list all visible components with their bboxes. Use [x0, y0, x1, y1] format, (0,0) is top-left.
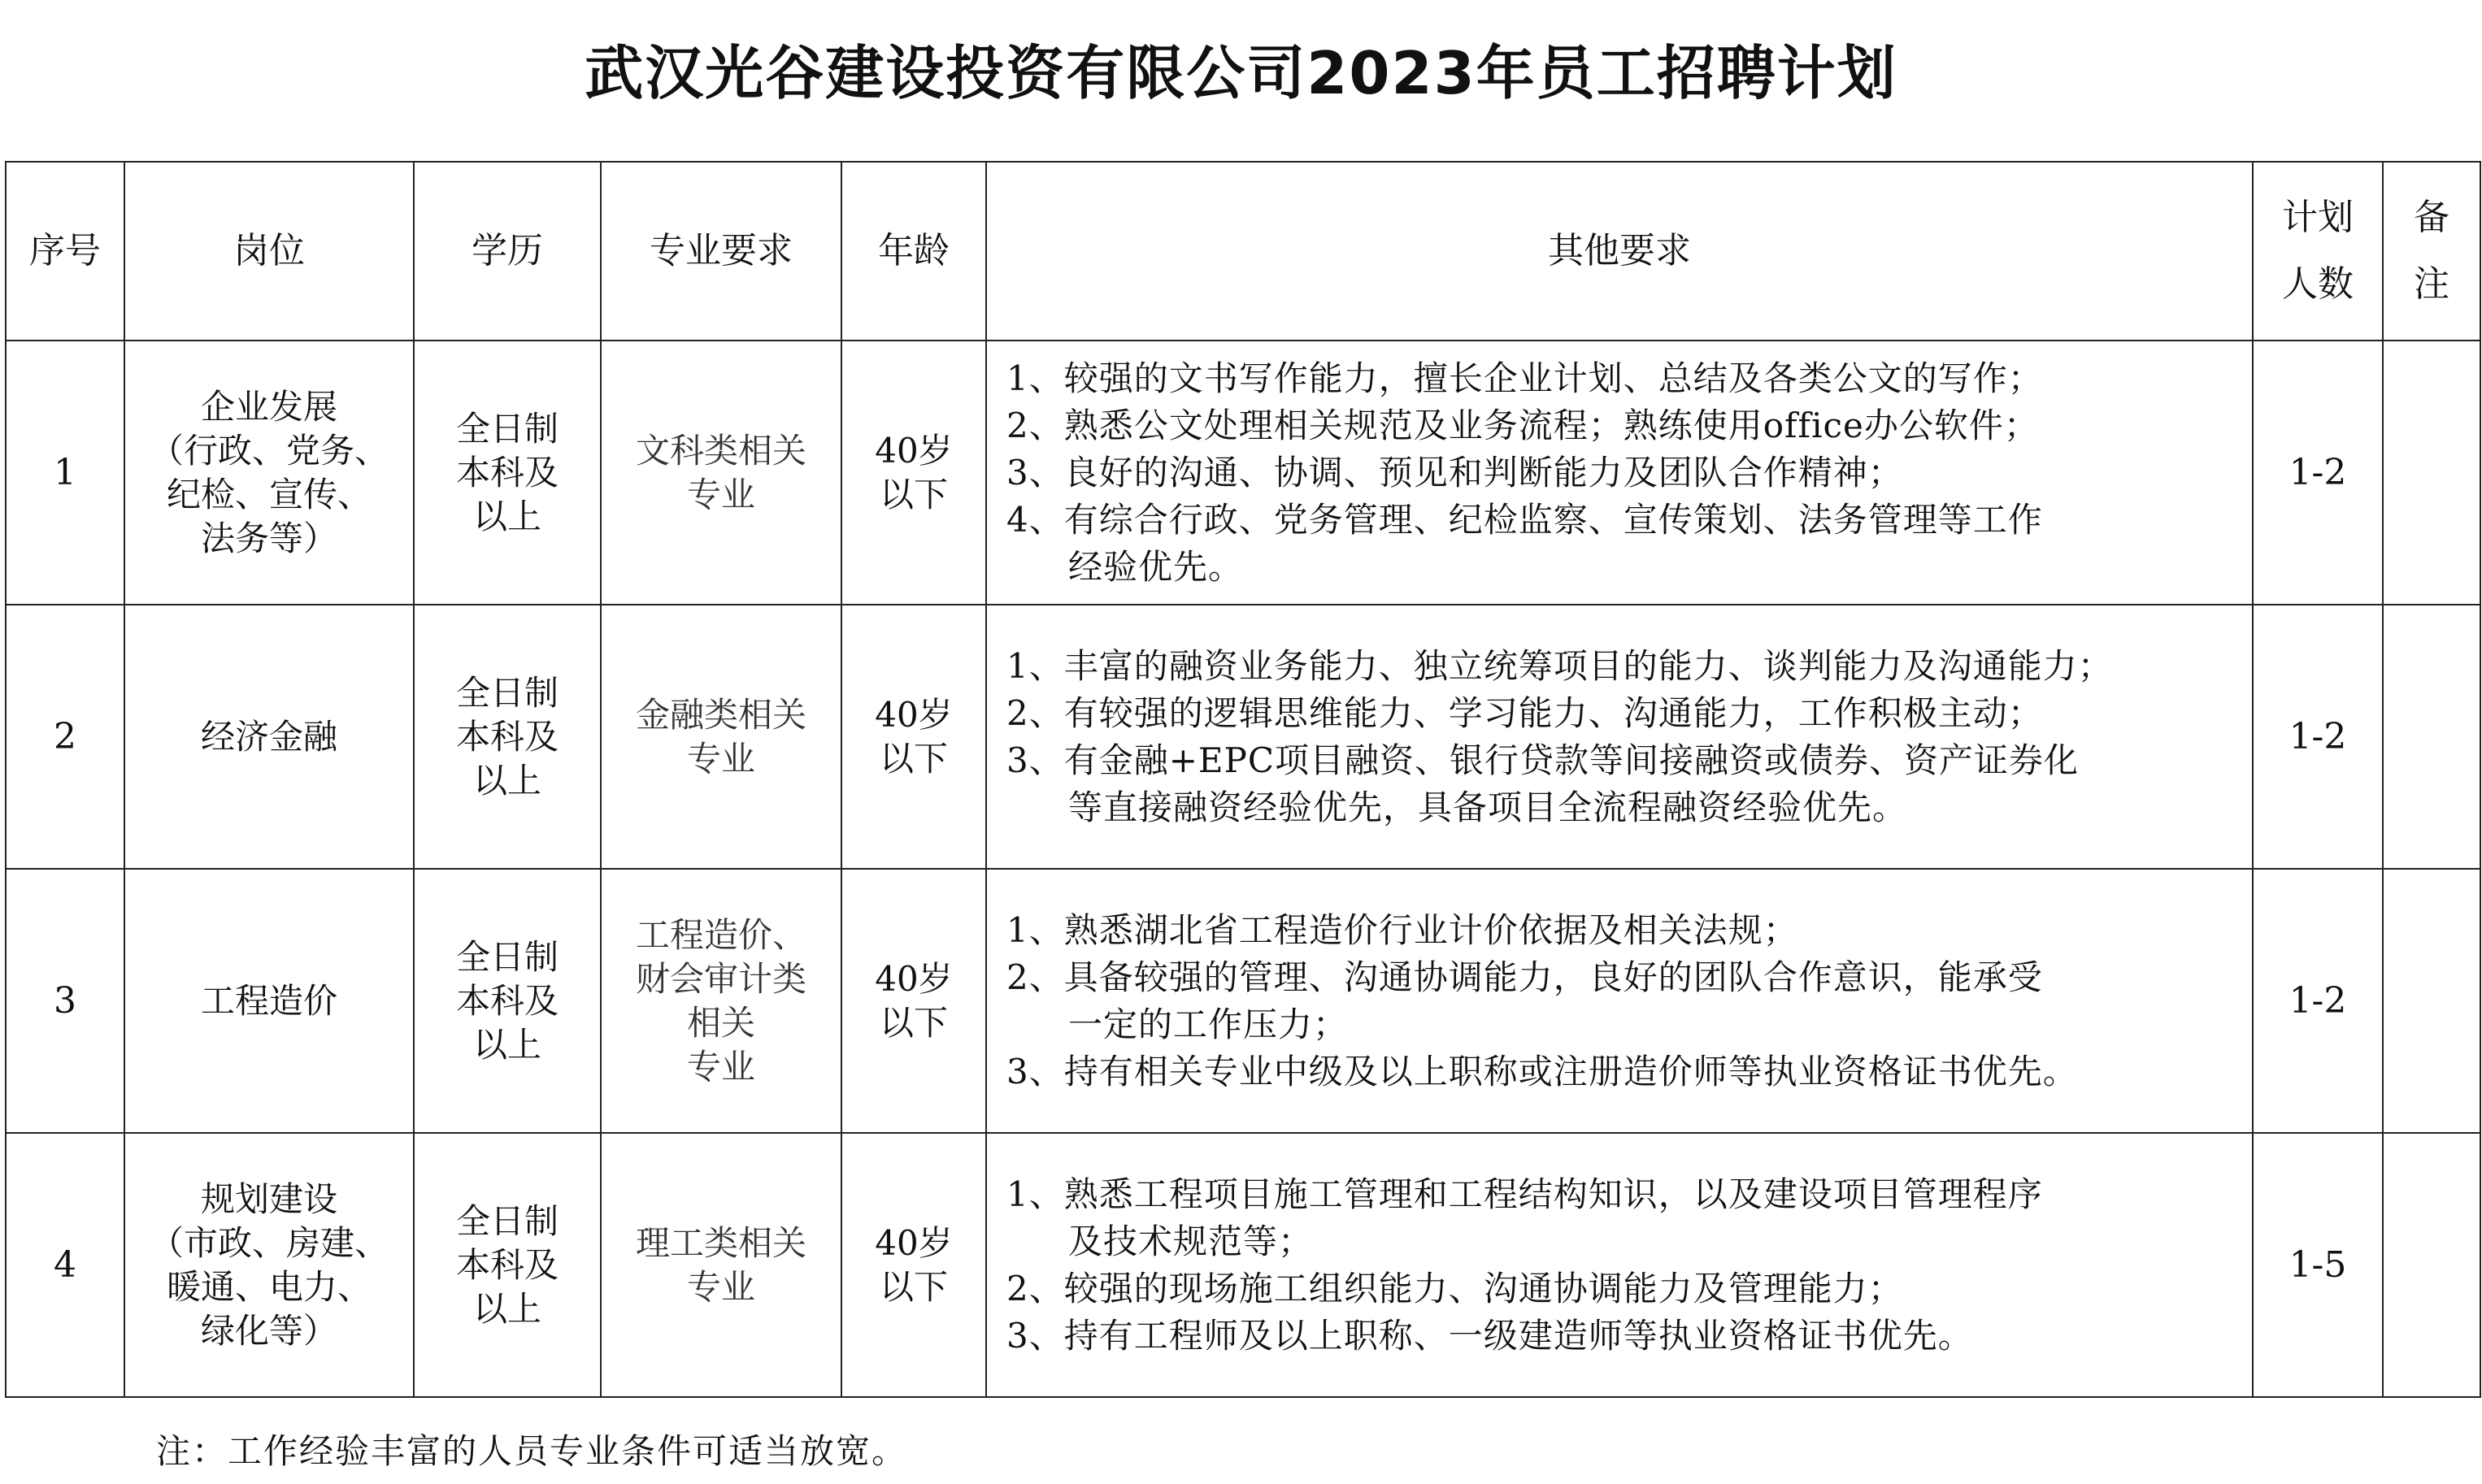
requirement-line: 1、丰富的融资业务能力、独立统筹项目的能力、谈判能力及沟通能力；: [1006, 645, 2113, 686]
age-line: 以下: [879, 738, 948, 779]
education-line: 本科及: [455, 1244, 559, 1285]
cell-post: [124, 605, 414, 869]
requirement-line: 1、较强的文书写作能力，擅长企业计划、总结及各类公文的写作；: [1006, 358, 2043, 398]
post-line: 经济金融: [200, 716, 337, 757]
cell-education: [414, 341, 601, 605]
major-line: 工程造价、: [635, 914, 806, 955]
post-line: （市政、房建、: [149, 1222, 389, 1263]
major-line: 专业: [686, 1266, 755, 1307]
education-line: 以上: [472, 760, 541, 801]
cell-count: 1-2: [2253, 869, 2383, 1133]
header-seq: 序号: [6, 162, 124, 341]
requirement-line: 经验优先。: [1068, 546, 1244, 587]
post-line: 法务等）: [200, 518, 337, 558]
header-count-line: 人数: [2282, 263, 2354, 305]
header-post: 岗位: [124, 162, 414, 341]
cell-count: 1-2: [2253, 341, 2383, 605]
education-line: 以上: [472, 1288, 541, 1329]
major-line: 理工类相关: [635, 1222, 806, 1263]
cell-age: [841, 341, 986, 605]
education-line: 本科及: [455, 452, 559, 492]
education-line: 全日制: [455, 936, 559, 977]
cell-post: [124, 1133, 414, 1397]
education-line: 全日制: [455, 672, 559, 713]
header-major: 专业要求: [601, 162, 841, 341]
major-line: 财会审计类: [635, 958, 806, 999]
education-line: 以上: [472, 496, 541, 536]
requirement-line: 2、较强的现场施工组织能力、沟通协调能力及管理能力；: [1006, 1268, 1903, 1308]
post-line: 暖通、电力、: [166, 1266, 372, 1307]
post-line: 工程造价: [200, 980, 337, 1021]
header-count: [2253, 162, 2383, 341]
education-line: 本科及: [455, 980, 559, 1021]
cell-count: 1-2: [2253, 605, 2383, 869]
requirement-line: 3、有金融+EPC项目融资、银行贷款等间接融资或债券、资产证券化: [1006, 740, 2079, 780]
cell-education: [414, 1133, 601, 1397]
cell-remark: [2383, 605, 2480, 869]
age-line: 以下: [879, 474, 948, 514]
cell-education: [414, 869, 601, 1133]
cell-count: 1-5: [2253, 1133, 2383, 1397]
requirement-line: 2、有较强的逻辑思维能力、学习能力、沟通能力，工作积极主动；: [1006, 692, 2043, 733]
major-line: 专业: [686, 1046, 755, 1087]
table-row: [6, 869, 2480, 1133]
major-line: 专业: [686, 738, 755, 779]
education-line: 全日制: [455, 1200, 559, 1241]
cell-seq: 3: [6, 869, 124, 1133]
cell-major: [601, 1133, 841, 1397]
age-line: 40岁: [875, 694, 953, 735]
major-line: 金融类相关: [635, 694, 806, 735]
requirement-line: 3、持有工程师及以上职称、一级建造师等执业资格证书优先。: [1006, 1315, 1973, 1356]
cell-remark: [2383, 1133, 2480, 1397]
post-line: （行政、党务、: [149, 430, 389, 471]
header-education: 学历: [414, 162, 601, 341]
requirement-line: 等直接融资经验优先，具备项目全流程融资经验优先。: [1068, 787, 1908, 827]
requirement-line: 2、具备较强的管理、沟通协调能力，良好的团队合作意识，能承受: [1006, 957, 2043, 997]
age-line: 40岁: [875, 958, 953, 999]
education-line: 以上: [472, 1024, 541, 1065]
cell-seq: 1: [6, 341, 124, 605]
cell-remark: [2383, 341, 2480, 605]
cell-post: [124, 869, 414, 1133]
table-row: [6, 1133, 2480, 1397]
requirement-line: 及技术规范等；: [1068, 1221, 1314, 1261]
requirement-line: 3、持有相关专业中级及以上职称或注册造价师等执业资格证书优先。: [1006, 1051, 2078, 1091]
table-header-row: [6, 162, 2480, 341]
cell-age: [841, 869, 986, 1133]
age-line: 以下: [879, 1266, 948, 1307]
major-line: 专业: [686, 474, 755, 514]
cell-seq: 2: [6, 605, 124, 869]
cell-major: [601, 869, 841, 1133]
recruitment-table: [5, 161, 2481, 1398]
header-age: 年龄: [841, 162, 986, 341]
cell-age: [841, 1133, 986, 1397]
header-remark-line: 备: [2414, 197, 2449, 238]
age-line: 40岁: [875, 1222, 953, 1263]
cell-age: [841, 605, 986, 869]
requirement-line: 1、熟悉湖北省工程造价行业计价依据及相关法规；: [1006, 909, 1798, 950]
post-line: 纪检、宣传、: [166, 474, 372, 514]
post-line: 规划建设: [200, 1178, 337, 1219]
age-line: 以下: [879, 1002, 948, 1043]
footnote: 注：工作经验丰富的人员专业条件可适当放宽。: [156, 1431, 908, 1471]
cell-education: [414, 605, 601, 869]
cell-requirements: [986, 605, 2253, 869]
major-line: 文科类相关: [635, 430, 806, 471]
requirement-line: 4、有综合行政、党务管理、纪检监察、宣传策划、法务管理等工作: [1006, 499, 2043, 540]
requirement-line: 2、熟悉公文处理相关规范及业务流程；熟练使用office办公软件；: [1006, 405, 2039, 445]
requirement-line: 一定的工作压力；: [1068, 1004, 1349, 1044]
education-line: 全日制: [455, 408, 559, 449]
major-line: 相关: [686, 1002, 755, 1043]
cell-requirements: [986, 341, 2253, 605]
requirement-line: 1、熟悉工程项目施工管理和工程结构知识，以及建设项目管理程序: [1006, 1174, 2043, 1214]
header-other: 其他要求: [986, 162, 2253, 341]
cell-requirements: [986, 1133, 2253, 1397]
cell-remark: [2383, 869, 2480, 1133]
table-row: [6, 341, 2480, 605]
cell-post: [124, 341, 414, 605]
header-count-line: 计划: [2282, 197, 2354, 238]
cell-requirements: [986, 869, 2253, 1133]
requirement-line: 3、良好的沟通、协调、预见和判断能力及团队合作精神；: [1006, 452, 1903, 492]
education-line: 本科及: [455, 716, 559, 757]
table-row: [6, 605, 2480, 869]
age-line: 40岁: [875, 430, 953, 471]
header-remark-line: 注: [2414, 263, 2449, 305]
cell-major: [601, 341, 841, 605]
cell-seq: 4: [6, 1133, 124, 1397]
page-title: 武汉光谷建设投资有限公司2023年员工招聘计划: [585, 39, 1897, 107]
post-line: 企业发展: [200, 386, 337, 427]
cell-major: [601, 605, 841, 869]
post-line: 绿化等）: [200, 1310, 337, 1351]
header-remark: [2383, 162, 2480, 341]
